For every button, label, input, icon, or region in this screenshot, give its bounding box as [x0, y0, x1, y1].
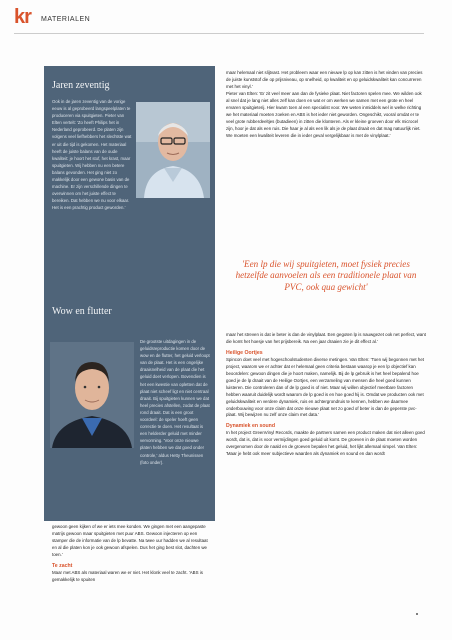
paragraph: Pieter van Elten: 'Er zit veel meer aan dan de fysieke plaat. Niet factoren spelen mee. We wilden ook al snel dat je lang niet alles zelf kan doen en wat er om werken we samen met een grote en heel ervaren spuitgieterij. Hier kwam toen al een specialist voor. We weten inmiddels wel in welke richting we het materiaal moeten zoeken en ABS is het ieder niet geworden. Ongeschikt, vooral omdat er te veel grote rubberdeeltjes (butadieen) in zitten die klonteren. Als er kleine groeven door elk microcel zijn, hoor je dat als een ruis. Die haar je al als een lik als je de plaat draait en dat mag natuurlijk niet. We moeten een kwaliteit leveren die in ieder geval vergelijkbaar is met de vinylplaat.' — [226, 90, 422, 138]
paragraph: maar het streven is dat ie beter is dan de vinylplaat. Een gegoten lp is nauwgezet ook net perfect, want die komt het hoesje van het prijsbereik. Na een jaar draaien zie je dit effect al.' — [226, 332, 426, 344]
paragraph: gewoon geen kijken of we er iets mee konden. We gingen met een aangepaste matrijs gewoon maar spuitgieten met puur ABS. Gewoon injecteren op een stamper die de informatie van de lp bevatte. Na twee uur hadden we al resultaat en al die platen kon je ook gewoon afspelen. Dus het ging best slot, dachten we toen.' — [52, 524, 208, 557]
paragraph: maar helemaal niet slijtvast. Het probleem waar een nieuwe lp op kan zitten is het vinden van precies de juiste kunststof die op prijsniveau, op snelheid, op kwaliteit en op geluidskwaliteit kan concurreren met het vinyl.' — [226, 70, 423, 89]
left-column-bottom — [52, 524, 212, 636]
paragraph: In het project GreenVinyl Records, maakte de partners samen een product maken dat niet alleen goed wordt, dat is, dat is voor vermijdingen goed geluid uit komt. De groeven in de plaat moeten worden overgenomen door de naald en de groeven bepalen het geluid, het lijkt allemaal simpel. Van Elten: 'Maar je hebt ook meer subjectieve waarden als dynamiek en sound en dan wordt — [226, 430, 425, 457]
end-mark — [416, 613, 418, 615]
portrait-illustration-2 — [50, 342, 134, 448]
paragraph: Spincon doet veel met hogeschoolstudenten diverse metingen. Van Elten: 'Toen wij begonnen met het project, waarom we er achter dat er helemaal geen criteria bestaan waarop je een lp objectief kan beoordelen: gewoon dingen die je hoort maken, namelijk. Bij de lp gebruik is het heel bepalend hoe goed je de lp draait van de Heilige Oortjes, een verzameling van mensen die heel goed kunnen luisteren. Die controleren dan of de lp goed is of niet. Maar wij willen objectief meetbare factoren hebben waaruit duidelijk wordt waarom de lp goed is en hoe goed hij is. Omdat we producten ook met geluidskwaliteit en verdere dynamiek, ruis en achtergrondruis te kennen, hebben we daarmee onderbouwing voor onze claim dat onze nieuwe plaat net zo goed of beter is dan de geperste pvc-plaat. Wij bewijzen nu zelf onze claim met data.' — [226, 356, 424, 418]
sidebar-title-1: Jaren zeventig — [52, 80, 110, 91]
pull-quote: 'Een lp die wij spuitgieten, moet fysiek precies hetzelfde aanvoelen als een traditionele plaat van PVC, ook qua gewicht' — [235, 259, 417, 292]
kr-logo: kr — [14, 6, 31, 28]
subheading-te-zacht: Te zacht — [52, 562, 73, 569]
sidebar-title-2: Wow en flutter — [52, 306, 112, 317]
photo-hetty-theunissen — [50, 342, 134, 448]
right-column-top — [226, 70, 426, 250]
portrait-illustration — [136, 102, 210, 198]
right-column-bottom — [226, 332, 426, 632]
sidebar-text-2: De grootste uitdagingen in de geluidsreproductie komen door de wow en de flutter, het geluid verloopt van de plaat. Het is een ongelijke draaisnelheid van de plaat die het geluid doet verlopen. Bovendien is het een kwestie van opletten dat de plaat niet scheef ligt en niet centraal draait. Bij spuitgieten kunnen we dat heel precies afstellen, zodat de plaat rond draait. Dat is een groot voordeel: de speler hoeft geen correctie te doen. Het resultaat is een helderder geluid met minder vervorming. 'Voor onze nieuwe platen hebben we dat goed onder controle,' aldus Hetty Theunissen (foto onder). — [140, 339, 210, 465]
subheading-heilige-oortjes: Heilige Oortjes — [226, 349, 263, 356]
header-rule — [14, 33, 424, 34]
sidebar-text-1: Ook in de jaren zeventig van de vorige eeuw is al geprobeerd langspeelplaten te produceren via spuitgieten. Pieter van Elten vertelt: 'Zo heeft Philips het in Nederland geprobeerd. De platen zijn volgens veel liefhebbers het slechtste wat er uit die tijd is gekomen. Het materiaal heeft de juiste balans van de oude kwaliteit: je hoort het stof, het krast, maar spuitgieten. Wij hebben nu een betere balans gevonden. Het ging niet zo makkelijk door een gewone basis van de machine. Er zijn verschillende dingen te overwinnen om het juiste effect te bereiken. Dat hebben we nu voor elkaar. Het is een prachtig product geworden.' — [52, 99, 132, 211]
paragraph: Maar met ABS als materiaal waren we er niet. Het klonk veel te zacht. 'ABS is gemakkelijk te spuiten — [52, 569, 203, 582]
photo-pieter-van-elten — [136, 102, 210, 198]
section-label: MATERIALEN — [41, 16, 91, 23]
sidebar-box — [44, 66, 215, 521]
subheading-dynamiek: Dynamiek en sound — [226, 423, 276, 430]
